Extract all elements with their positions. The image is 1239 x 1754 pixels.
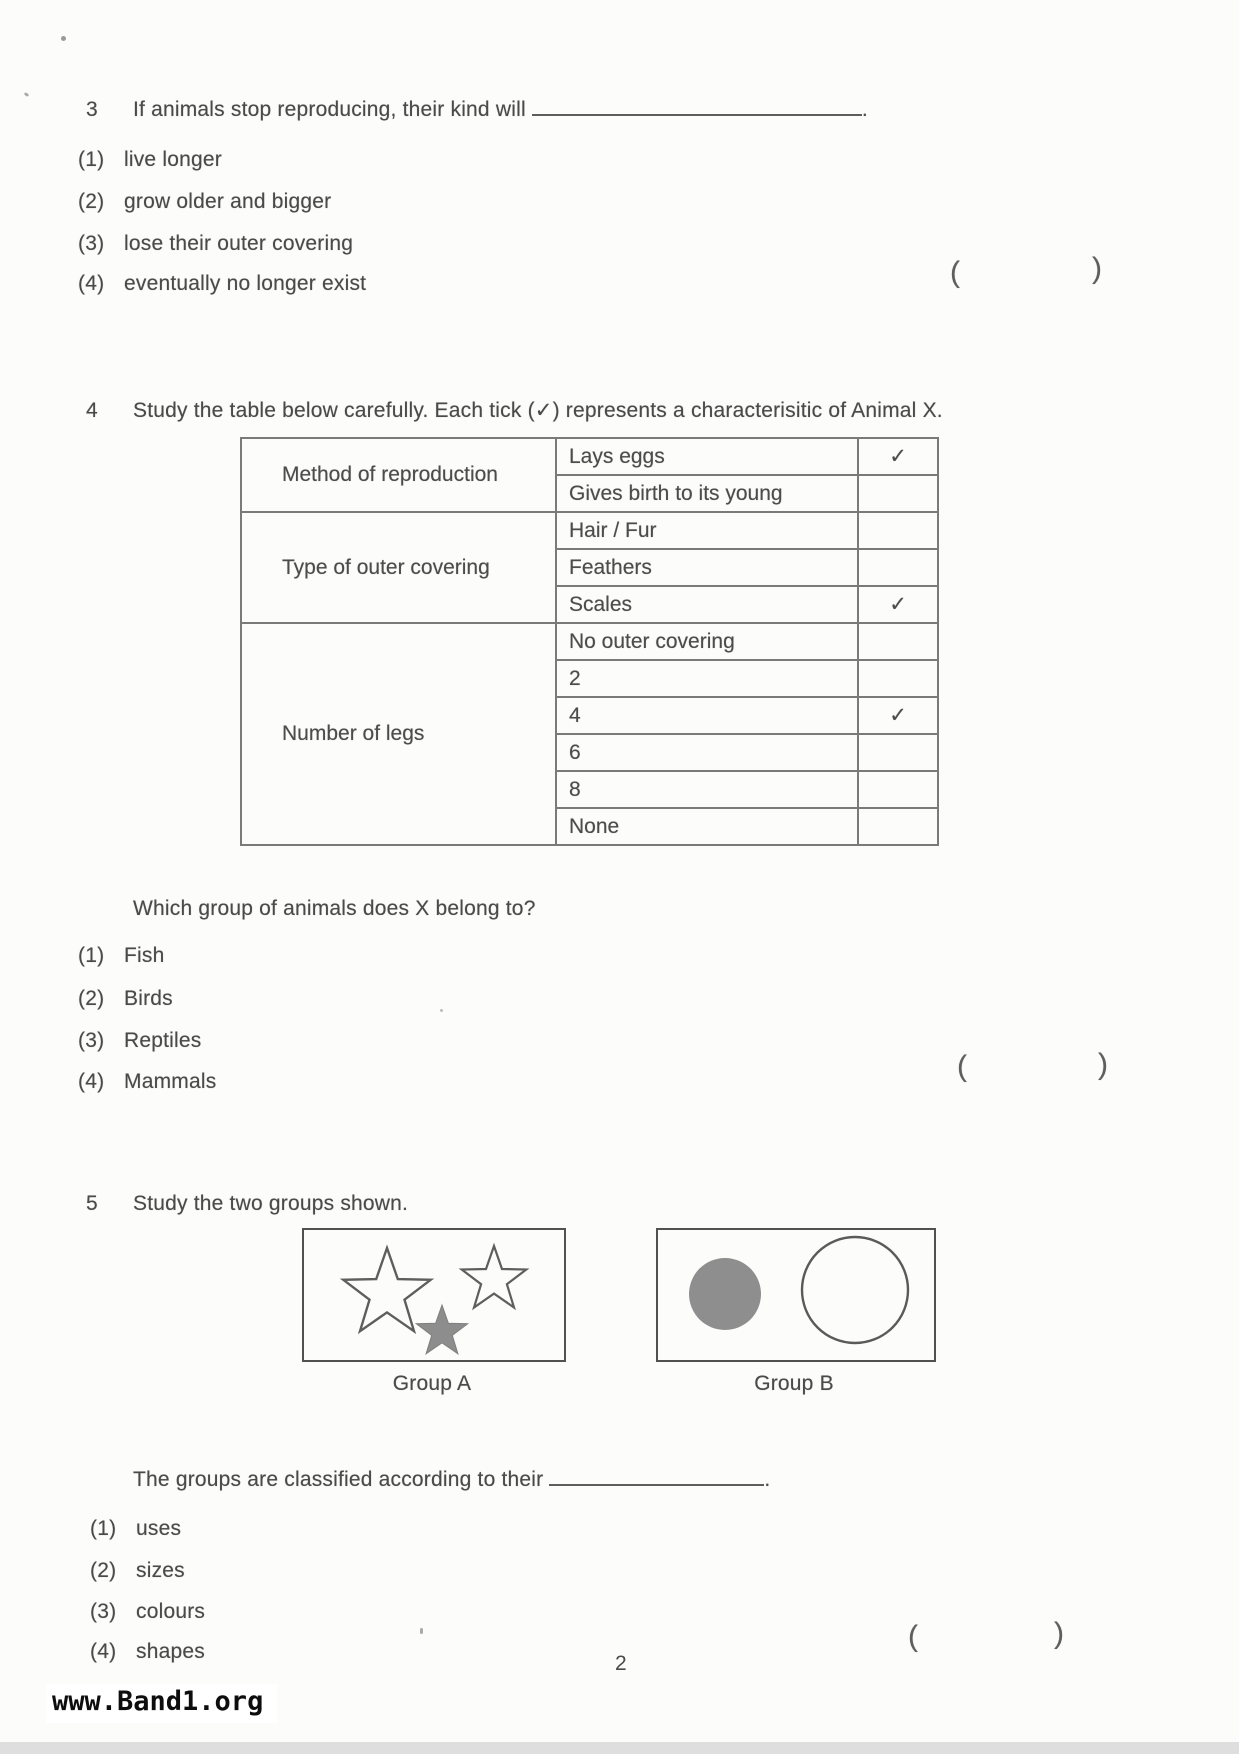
option-number: (4) bbox=[78, 1070, 105, 1093]
tick-cell bbox=[858, 512, 938, 549]
option-number: (2) bbox=[78, 987, 105, 1010]
row-label: Feathers bbox=[556, 549, 858, 586]
tick-cell bbox=[858, 660, 938, 697]
group-a-box bbox=[302, 1228, 566, 1362]
category-number-of-legs: Number of legs bbox=[241, 623, 556, 845]
outline-circle-icon bbox=[802, 1237, 908, 1343]
group-b-label: Group B bbox=[754, 1372, 834, 1395]
question-5-option-1 bbox=[90, 1517, 181, 1541]
question-5-option-3 bbox=[90, 1600, 205, 1624]
question-3-answer-bracket-close: ) bbox=[1092, 252, 1102, 285]
question-3-stem-row bbox=[86, 98, 868, 122]
row-label: Lays eggs bbox=[556, 438, 858, 475]
option-number: (1) bbox=[78, 944, 105, 967]
group-a-label: Group A bbox=[392, 1372, 472, 1395]
option-number: (1) bbox=[78, 148, 105, 171]
tick-cell bbox=[858, 734, 938, 771]
question-5-stem-row bbox=[86, 1192, 408, 1216]
row-label: Gives birth to its young bbox=[556, 475, 858, 512]
filled-circle-icon bbox=[689, 1258, 761, 1330]
question-5-answer-bracket-close: ) bbox=[1054, 1617, 1064, 1650]
option-number: (2) bbox=[78, 190, 105, 213]
group-b-box bbox=[656, 1228, 936, 1362]
watermark: www.Band1.org bbox=[46, 1684, 277, 1723]
question-3-text: If animals stop reproducing, their kind will bbox=[133, 98, 526, 121]
scan-edge-band bbox=[0, 1742, 1239, 1754]
option-label: colours bbox=[136, 1600, 206, 1623]
tick-cell bbox=[858, 808, 938, 845]
option-label: sizes bbox=[136, 1559, 185, 1582]
option-number: (3) bbox=[78, 232, 105, 255]
question-4-text: Study the table below carefully. Each tick (✓) represents a characterisitic of Animal X. bbox=[133, 399, 943, 422]
option-number: (3) bbox=[78, 1029, 105, 1052]
option-label: Birds bbox=[124, 987, 173, 1010]
question-3-option-3 bbox=[78, 232, 353, 256]
question-4-option-4 bbox=[78, 1070, 216, 1094]
question-3-period: . bbox=[861, 98, 868, 121]
question-3-answer-blank bbox=[532, 98, 862, 116]
outline-star-icon bbox=[343, 1248, 430, 1331]
option-label: uses bbox=[136, 1517, 182, 1540]
tick-cell bbox=[858, 475, 938, 512]
option-label: Fish bbox=[124, 944, 165, 967]
question-4-answer-bracket-open: ( bbox=[957, 1050, 967, 1083]
tick-mark-icon: ✓ bbox=[858, 438, 938, 475]
option-number: (3) bbox=[90, 1600, 117, 1623]
outline-star-icon bbox=[462, 1246, 527, 1308]
question-3-option-4 bbox=[78, 272, 366, 296]
question-4-answer-bracket-close: ) bbox=[1098, 1048, 1108, 1081]
row-label: No outer covering bbox=[556, 623, 858, 660]
row-label: 2 bbox=[556, 660, 858, 697]
option-label: Mammals bbox=[124, 1070, 217, 1093]
scan-speck bbox=[24, 92, 30, 97]
row-label: None bbox=[556, 808, 858, 845]
question-4-number: 4 bbox=[86, 399, 98, 422]
question-4-option-3 bbox=[78, 1029, 201, 1053]
question-3-answer-bracket-open: ( bbox=[950, 256, 960, 289]
table-row bbox=[241, 623, 938, 660]
scan-speck bbox=[420, 1628, 423, 1634]
option-label: Reptiles bbox=[124, 1029, 202, 1052]
option-label: lose their outer covering bbox=[124, 232, 354, 255]
table-row bbox=[241, 512, 938, 549]
table-row bbox=[241, 438, 938, 475]
category-method-of-reproduction: Method of reproduction bbox=[241, 438, 556, 512]
filled-star-icon bbox=[416, 1305, 467, 1354]
row-label: 8 bbox=[556, 771, 858, 808]
page-number: 2 bbox=[615, 1652, 627, 1675]
question-5-answer-blank bbox=[549, 1468, 764, 1486]
option-label: eventually no longer exist bbox=[124, 272, 367, 295]
question-4-stem-row bbox=[86, 398, 943, 423]
row-label: 6 bbox=[556, 734, 858, 771]
question-5-answer-bracket-open: ( bbox=[908, 1620, 918, 1653]
category-type-of-outer-covering: Type of outer covering bbox=[241, 512, 556, 623]
option-number: (4) bbox=[90, 1640, 117, 1663]
option-label: shapes bbox=[136, 1640, 205, 1663]
option-number: (1) bbox=[90, 1517, 117, 1540]
option-label: grow older and bigger bbox=[124, 190, 332, 213]
question-5-option-2 bbox=[90, 1559, 185, 1583]
row-label: 4 bbox=[556, 697, 858, 734]
tick-cell bbox=[858, 623, 938, 660]
question-5-sub-text: The groups are classified according to their bbox=[133, 1468, 544, 1491]
question-5-option-4 bbox=[90, 1640, 205, 1664]
row-label: Scales bbox=[556, 586, 858, 623]
question-5-number: 5 bbox=[86, 1192, 98, 1215]
tick-mark-icon: ✓ bbox=[858, 697, 938, 734]
question-5-sub-stem-row bbox=[133, 1468, 770, 1492]
question-5-text: Study the two groups shown. bbox=[133, 1192, 409, 1215]
group-b-shapes bbox=[658, 1230, 934, 1360]
group-a-shapes bbox=[304, 1230, 564, 1360]
tick-cell bbox=[858, 771, 938, 808]
question-4-option-1 bbox=[78, 944, 164, 968]
option-label: live longer bbox=[124, 148, 222, 171]
animal-x-characteristics-table bbox=[240, 437, 939, 846]
option-number: (4) bbox=[78, 272, 105, 295]
question-4-sub-question: Which group of animals does X belong to? bbox=[133, 897, 536, 920]
question-3-number: 3 bbox=[86, 98, 98, 121]
scan-speck bbox=[440, 1009, 443, 1012]
tick-mark-icon: ✓ bbox=[858, 586, 938, 623]
scan-speck bbox=[61, 36, 66, 41]
row-label: Hair / Fur bbox=[556, 512, 858, 549]
question-3-option-1 bbox=[78, 148, 222, 172]
option-number: (2) bbox=[90, 1559, 117, 1582]
question-4-option-2 bbox=[78, 987, 173, 1011]
question-3-option-2 bbox=[78, 190, 331, 214]
question-5-period: . bbox=[764, 1468, 771, 1491]
tick-cell bbox=[858, 549, 938, 586]
